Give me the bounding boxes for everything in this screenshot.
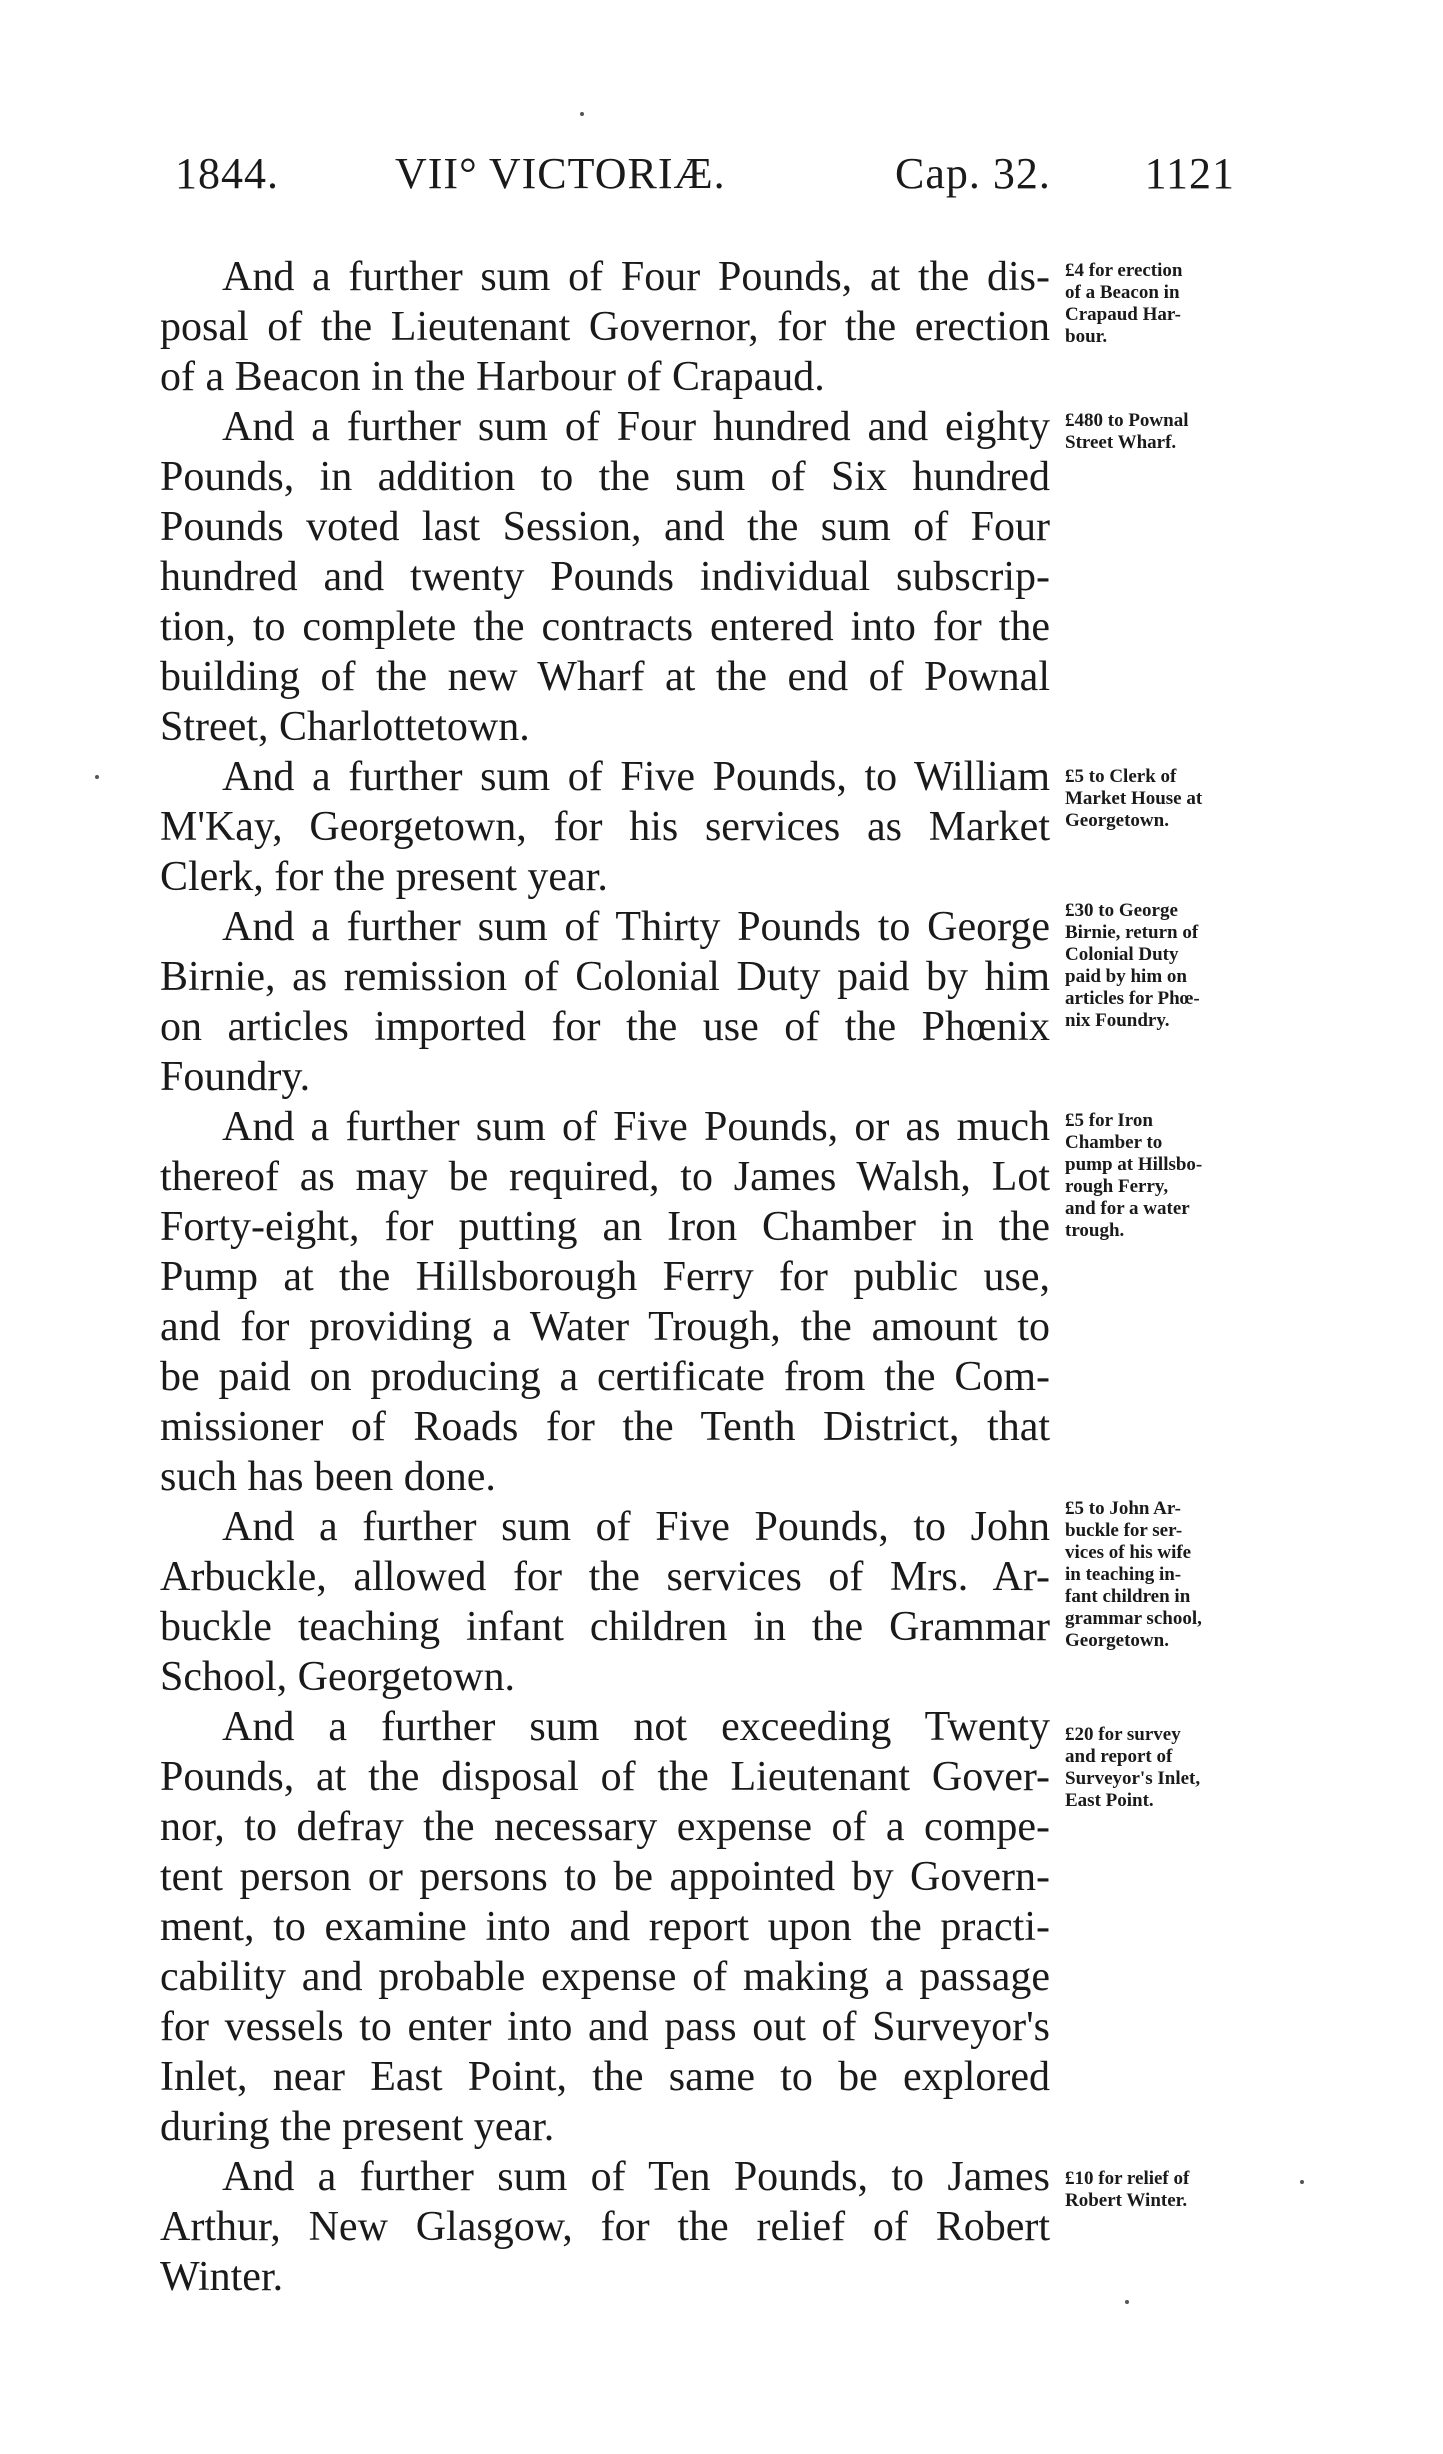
paragraph [160,402,1050,752]
margin-note [1065,1724,1355,1812]
margin-note-line: Georgetown. [1065,1630,1169,1651]
scan-speck [95,775,99,779]
text-line: such has been done. [160,1454,496,1500]
margin-note-line: Market House at [1065,788,1203,809]
text-line: missioner of Roads for the Tenth District, that [160,1404,1050,1450]
text-line: Pounds, at the disposal of the Lieutenant Gover- [160,1754,1050,1800]
text-line: Forty-eight, for putting an Iron Chamber in the [160,1204,1050,1250]
scan-speck [1300,2180,1304,2184]
text-line: And a further sum of Five Pounds, or as much [222,1104,1050,1150]
margin-note-line: £480 to Pownal [1065,410,1189,431]
text-line: Clerk, for the present year. [160,854,608,900]
margin-note-line: Surveyor's Inlet, [1065,1768,1201,1789]
text-line: Foundry. [160,1054,311,1100]
running-head [175,148,1235,208]
margin-note-line: East Point. [1065,1790,1154,1811]
margin-note-line: of a Beacon in [1065,282,1180,303]
text-line: during the present year. [160,2104,555,2150]
text-line: Birnie, as remission of Colonial Duty paid by him [160,954,1050,1000]
margin-note-line: bour. [1065,326,1108,347]
margin-note-line: vices of his wife [1065,1542,1192,1563]
margin-note-line: buckle for ser- [1065,1520,1183,1541]
margin-note [1065,1498,1355,1652]
text-line: tion, to complete the contracts entered into for the [160,604,1050,650]
margin-note-line: pump at Hillsbo- [1065,1154,1203,1175]
margin-note-line: £30 to George [1065,900,1178,921]
margin-note-line: in teaching in- [1065,1564,1182,1585]
paragraph [160,902,1050,1102]
margin-note [1065,900,1355,1032]
margin-note-line: and for a water [1065,1198,1190,1219]
text-line: And a further sum not exceeding Twenty [222,1704,1050,1750]
margin-note-line: articles for Phœ- [1065,988,1200,1009]
paragraph [160,1502,1050,1702]
text-line: Arbuckle, allowed for the services of Mrs. Ar- [160,1554,1050,1600]
margin-note [1065,1110,1355,1242]
margin-note-line: Robert Winter. [1065,2190,1188,2211]
main-text [160,252,1050,2302]
margin-note-line: £4 for erection [1065,260,1183,281]
margin-note-line: Street Wharf. [1065,432,1177,453]
margin-note-line: fant children in [1065,1586,1191,1607]
paragraph [160,2152,1050,2302]
text-line: of a Beacon in the Harbour of Crapaud. [160,354,825,400]
margin-note-line: Birnie, return of [1065,922,1199,943]
text-line: on articles imported for the use of the Phœnix [160,1004,1050,1050]
text-line: Pump at the Hillsborough Ferry for public use, [160,1254,1050,1300]
text-line: nor, to defray the necessary expense of a compe- [160,1804,1050,1850]
margin-note-line: £20 for survey [1065,1724,1181,1745]
margin-note-line: paid by him on [1065,966,1187,987]
text-line: And a further sum of Five Pounds, to William [222,754,1050,800]
margin-note [1065,410,1355,454]
margin-note [1065,766,1355,832]
text-line: and for providing a Water Trough, the amount to [160,1304,1050,1350]
text-line: And a further sum of Four Pounds, at the dis- [222,254,1050,300]
text-line: building of the new Wharf at the end of Pownal [160,654,1050,700]
scan-speck [580,112,584,116]
margin-note-line: Chamber to [1065,1132,1163,1153]
paragraph [160,1702,1050,2152]
header-title: VII° VICTORIÆ. [395,149,726,198]
margin-note-line: Georgetown. [1065,810,1169,831]
margin-note-line: £10 for relief of [1065,2168,1190,2189]
margin-note-line: £5 for Iron [1065,1110,1153,1131]
margin-note-line: trough. [1065,1220,1125,1241]
scan-speck [1125,2300,1129,2304]
margin-note-line: Colonial Duty [1065,944,1179,965]
text-line: posal of the Lieutenant Governor, for the erection [160,304,1050,350]
margin-note-line: and report of [1065,1746,1173,1767]
text-line: M'Kay, Georgetown, for his services as Market [160,804,1050,850]
paragraph [160,752,1050,902]
header-chapter: Cap. 32. [895,149,1051,198]
header-year: 1844. [175,149,279,198]
paragraph [160,1102,1050,1502]
paragraph [160,252,1050,402]
text-line: Street, Charlottetown. [160,704,530,750]
text-line: Arthur, New Glasgow, for the relief of Robert [160,2204,1050,2250]
text-line: hundred and twenty Pounds individual subscrip- [160,554,1050,600]
text-line: Winter. [160,2254,284,2300]
margin-note-line: grammar school, [1065,1608,1202,1629]
text-line: School, Georgetown. [160,1654,516,1700]
margin-note [1065,260,1355,348]
header-page-number: 1121 [1144,149,1235,198]
text-line: And a further sum of Five Pounds, to John [222,1504,1050,1550]
margin-note-line: £5 to Clerk of [1065,766,1177,787]
margin-note-line: £5 to John Ar- [1065,1498,1181,1519]
text-line: buckle teaching infant children in the Grammar [160,1604,1050,1650]
text-line: thereof as may be required, to James Walsh, Lot [160,1154,1050,1200]
text-line: Inlet, near East Point, the same to be explored [160,2054,1050,2100]
text-line: And a further sum of Four hundred and eighty [222,404,1050,450]
text-line: for vessels to enter into and pass out of Surveyor's [160,2004,1050,2050]
margin-note-line: nix Foundry. [1065,1010,1170,1031]
text-line: be paid on producing a certificate from the Com- [160,1354,1050,1400]
text-line: And a further sum of Thirty Pounds to George [222,904,1050,950]
text-line: Pounds voted last Session, and the sum of Four [160,504,1050,550]
margin-note-line: Crapaud Har- [1065,304,1181,325]
margin-note [1065,2168,1355,2212]
text-line: ment, to examine into and report upon the practi- [160,1904,1050,1950]
text-line: tent person or persons to be appointed by Govern- [160,1854,1050,1900]
text-line: Pounds, in addition to the sum of Six hundred [160,454,1050,500]
text-line: cability and probable expense of making a passage [160,1954,1050,2000]
margin-note-line: rough Ferry, [1065,1176,1169,1197]
text-line: And a further sum of Ten Pounds, to James [222,2154,1050,2200]
